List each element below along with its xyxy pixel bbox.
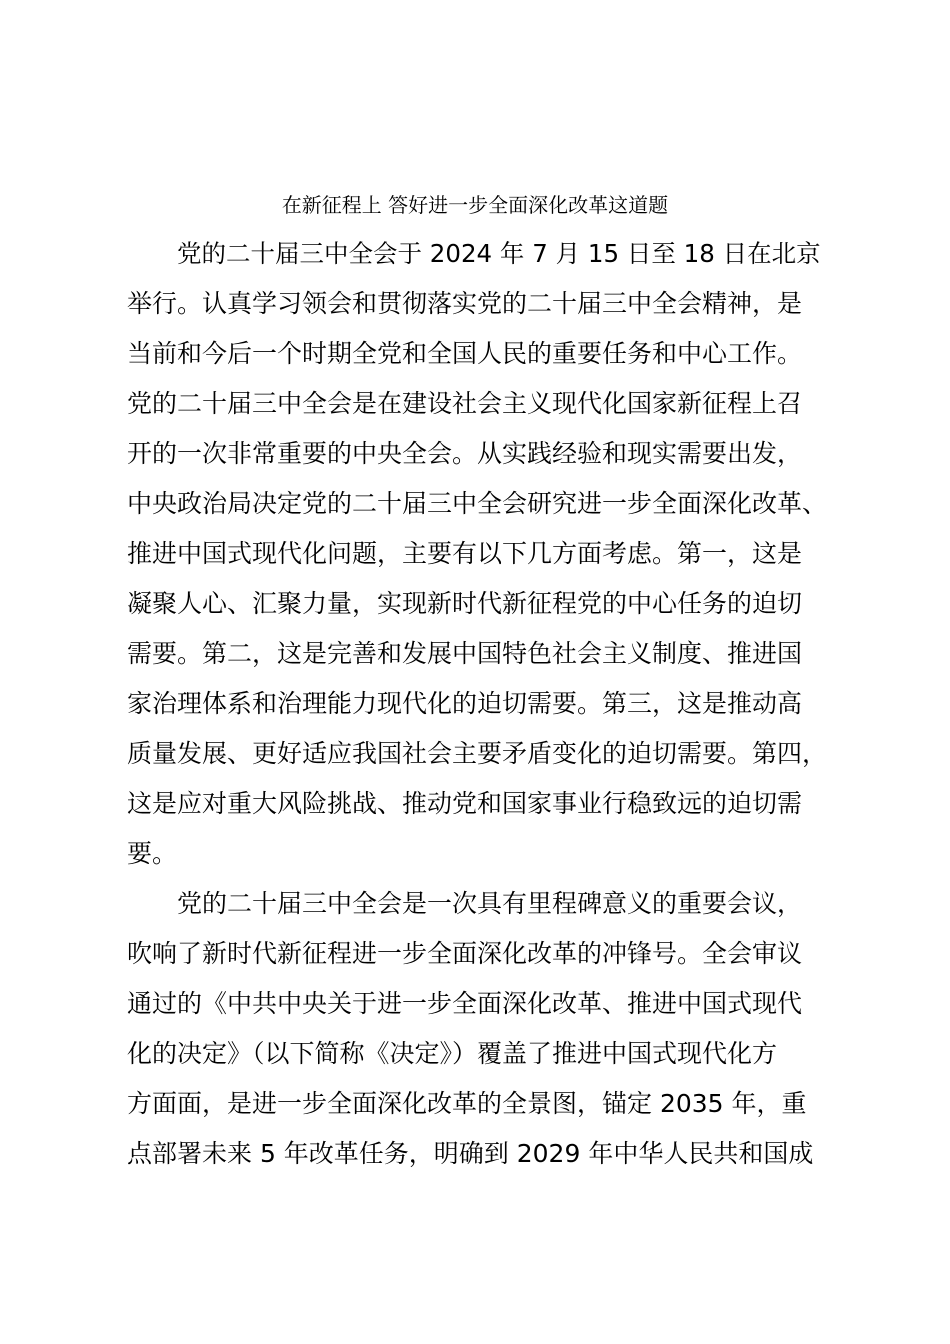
paragraph-line: 党的二十届三中全会是在建设社会主义现代化国家新征程上召 — [127, 389, 803, 418]
paragraph-2 — [127, 879, 833, 1179]
paragraph-line: 质量发展、更好适应我国社会主要矛盾变化的迫切需要。第四， — [127, 739, 828, 768]
paragraph-line: 需要。第二，这是完善和发展中国特色社会主义制度、推进国 — [127, 639, 803, 668]
paragraph-line: 推进中国式现代化问题，主要有以下几方面考虑。第一，这是 — [127, 539, 803, 568]
paragraph-line: 党的二十届三中全会于 2024 年 7 月 15 日至 18 日在北京 — [177, 239, 821, 268]
paragraph-line: 方面面，是进一步全面深化改革的全景图，锚定 2035 年，重 — [127, 1089, 807, 1118]
paragraph-1 — [127, 229, 833, 879]
paragraph-line: 中央政治局决定党的二十届三中全会研究进一步全面深化改革、 — [127, 489, 828, 518]
paragraph-line: 这是应对重大风险挑战、推动党和国家事业行稳致远的迫切需 — [127, 789, 803, 818]
paragraph-line: 点部署未来 5 年改革任务，明确到 2029 年中华人民共和国成 — [127, 1139, 814, 1168]
paragraph-line: 开的一次非常重要的中央全会。从实践经验和现实需要出发， — [127, 439, 803, 468]
paragraph-line: 党的二十届三中全会是一次具有里程碑意义的重要会议， — [177, 889, 803, 918]
document-title: 在新征程上 答好进一步全面深化改革这道题 — [281, 193, 669, 217]
paragraph-line: 当前和今后一个时期全党和全国人民的重要任务和中心工作。 — [127, 339, 803, 368]
paragraph-line: 化的决定》（以下简称《决定》）覆盖了推进中国式现代化方 — [127, 1039, 778, 1068]
paragraph-line: 家治理体系和治理能力现代化的迫切需要。第三，这是推动高 — [127, 689, 803, 718]
paragraph-line: 通过的《中共中央关于进一步全面深化改革、推进中国式现代 — [127, 989, 803, 1018]
paragraph-line: 凝聚人心、汇聚力量，实现新时代新征程党的中心任务的迫切 — [127, 589, 803, 618]
paragraph-line: 要。 — [127, 839, 178, 868]
paragraph-line: 举行。认真学习领会和贯彻落实党的二十届三中全会精神，是 — [127, 289, 803, 318]
paragraph-line: 吹响了新时代新征程进一步全面深化改革的冲锋号。全会审议 — [127, 939, 803, 968]
